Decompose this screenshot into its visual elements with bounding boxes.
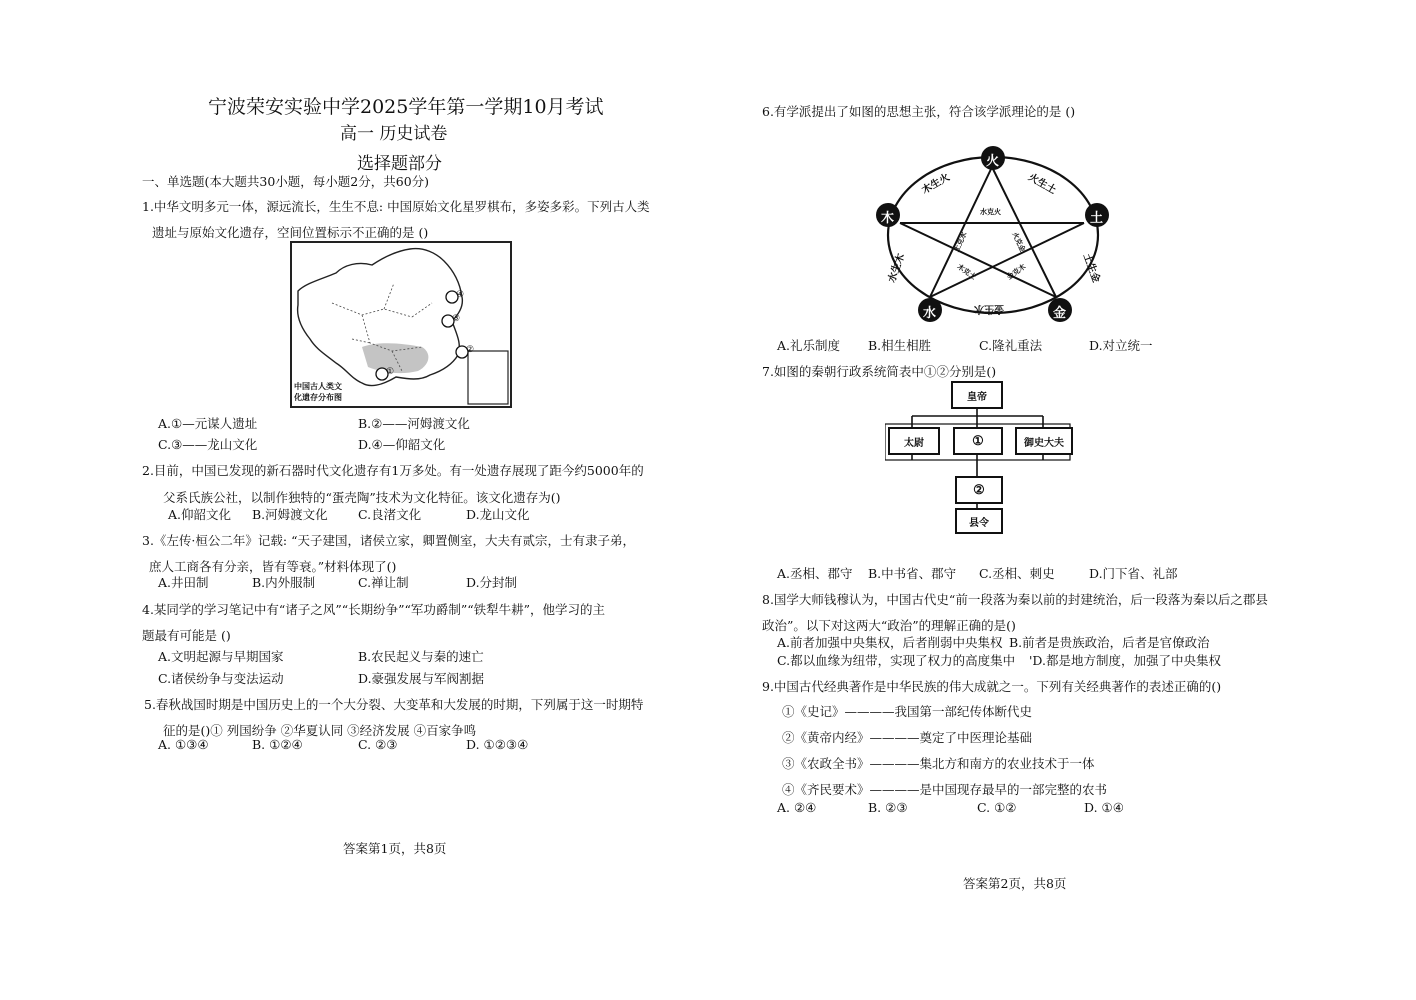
map-marker-1-label: ① (386, 367, 395, 377)
label-wood-gen-fire: 木生火 (920, 171, 952, 197)
q1-option-b[interactable]: B.②——河姆渡文化 (358, 416, 470, 431)
page1-footer: 答案第1页，共8页 (343, 841, 447, 856)
q2-text-line2: 父系氏族公社，以制作独特的“蛋壳陶”技术为文化特征。该文化遗存为() (163, 490, 561, 505)
q2-option-a[interactable]: A.仰韶文化 (168, 507, 232, 522)
q9-item-4: ④《齐民要术》————是中国现存最早的一部完整的农书 (782, 782, 1108, 797)
label-water-over-fire: 水克火 (980, 207, 1001, 216)
q4-text-line1: 4.某同学的学习笔记中有“诸子之风”“长期纷争”“军功爵制”“铁犁牛耕”，他学习的主 (142, 602, 606, 617)
q9-option-c[interactable]: C. ①② (977, 800, 1017, 815)
q2-option-c[interactable]: C.良渚文化 (358, 507, 422, 522)
q9-item-2: ②《黄帝内经》————奠定了中医理论基础 (782, 730, 1033, 745)
q3-option-a[interactable]: A.井田制 (158, 575, 209, 590)
exam-title: 宁波荣安实验中学2025学年第一学期10月考试 (208, 96, 604, 118)
q9-option-b[interactable]: B. ②③ (868, 800, 908, 815)
label-earth-over-water: 土克水 (951, 230, 969, 254)
label-fire-gen-earth: 火生土 (1026, 171, 1058, 197)
q3-text-line2: 庶人工商各有分亲，皆有等衰。”材料体现了() (149, 559, 397, 574)
label-metal-over-wood: 金克木 (1005, 261, 1028, 282)
china-map-figure (290, 241, 512, 408)
q7-option-a[interactable]: A.丞相、郡守 (777, 566, 853, 581)
q9-item-1: ①《史记》————我国第一部纪传体断代史 (782, 704, 1033, 719)
element-water: 水 (923, 306, 937, 321)
instruction-text: 一、单选题(本大题共30小题，每小题2分，共60分) (142, 174, 430, 189)
q1-option-a[interactable]: A.①—元谋人遗址 (158, 416, 258, 431)
element-fire: 火 (986, 154, 1000, 169)
q4-text-line2: 题最有可能是 () (142, 628, 231, 643)
page2-footer: 答案第2页，共8页 (963, 876, 1067, 891)
q7-text: 7.如图的秦朝行政系统简表中①②分别是() (762, 364, 997, 379)
q4-option-c[interactable]: C.诸侯纷争与变法运动 (158, 671, 284, 686)
element-wood: 木 (881, 211, 895, 226)
q6-option-a[interactable]: A.礼乐制度 (777, 338, 841, 353)
element-metal: 金 (1053, 306, 1067, 321)
q4-option-d[interactable]: D.豪强发展与军阀割据 (358, 671, 485, 686)
q2-text-line1: 2.目前，中国已发现的新石器时代文化遗存有1万多处。有一处遗存展现了距今约5000年的 (142, 463, 644, 478)
q9-text: 9.中国古代经典著作是中华民族的伟大成就之一。下列有关经典著作的表述正确的() (762, 679, 1222, 694)
q9-item-3: ③《农政全书》————集北方和南方的农业技术于一体 (782, 756, 1095, 771)
label-metal-gen-water: 金生水 (974, 303, 1004, 314)
q6-option-b[interactable]: B.相生相胜 (868, 338, 932, 353)
label-earth-gen-metal: 土生金 (1080, 252, 1102, 285)
q7-option-b[interactable]: B.中书省、郡守 (868, 566, 957, 581)
section-heading: 选择题部分 (357, 154, 442, 174)
q7-option-d[interactable]: D.门下省、礼部 (1089, 566, 1178, 581)
q6-option-d[interactable]: D.对立统一 (1089, 338, 1153, 353)
exam-subtitle: 高一 历史试卷 (340, 124, 448, 144)
q3-text-line1: 3.《左传·桓公二年》记载: “天子建国，诸侯立家，卿置侧室，大夫有贰宗，士有隶子弟， (142, 533, 635, 548)
q5-option-b[interactable]: B. ①②④ (252, 737, 303, 752)
q8-text-line1: 8.国学大师钱穆认为，中国古代史“前一段落为秦以前的封建统治，后一段落为秦以后之郡县 (762, 592, 1268, 607)
south-region-shading (362, 343, 428, 373)
q6-option-c[interactable]: C.隆礼重法 (979, 338, 1043, 353)
q2-option-d[interactable]: D.龙山文化 (466, 507, 530, 522)
map-marker-4-label: ④ (456, 290, 465, 300)
q2-option-b[interactable]: B.河姆渡文化 (252, 507, 328, 522)
q9-option-d[interactable]: D. ①④ (1084, 800, 1124, 815)
q1-option-d[interactable]: D.④—仰韶文化 (358, 437, 446, 452)
q8-option-d[interactable]: 'D.都是地方制度，加强了中央集权 (1029, 653, 1221, 668)
org-box-blank-2: ② (955, 476, 1003, 504)
q4-option-a[interactable]: A.文明起源与早期国家 (158, 649, 284, 664)
map-marker-2-label: ② (466, 345, 475, 355)
outer-cycle (888, 157, 1098, 313)
org-box-emperor: 皇帝 (951, 381, 1003, 409)
label-fire-over-metal: 火克金 (1010, 230, 1028, 254)
q1-option-c[interactable]: C.③——龙山文化 (158, 437, 258, 452)
element-earth: 土 (1090, 211, 1104, 226)
south-sea-inset (468, 351, 508, 404)
q8-text-line2: 政治”。以下对这两大“政治”的理解正确的是() (762, 618, 1016, 633)
q3-option-d[interactable]: D.分封制 (466, 575, 518, 590)
org-box-taiwei: 太尉 (888, 427, 940, 455)
q5-text-line2: 征的是()① 列国纷争 ②华夏认同 ③经济发展 ④百家争鸣 (163, 723, 477, 738)
five-elements-diagram (870, 145, 1120, 325)
five-elements-svg (870, 145, 1120, 325)
q4-option-b[interactable]: B.农民起义与秦的速亡 (358, 649, 484, 664)
org-box-yushi-dafu: 御史大夫 (1015, 427, 1073, 455)
label-wood-over-earth: 木克土 (955, 261, 978, 282)
q3-option-b[interactable]: B.内外服制 (252, 575, 316, 590)
org-box-blank-1: ① (953, 427, 1003, 455)
q5-text-line1: 5.春秋战国时期是中国历史上的一个大分裂、大变革和大发展的时期，下列属于这一时期特 (144, 697, 644, 712)
map-marker-3-label: ③ (452, 314, 461, 324)
q5-option-d[interactable]: D. ①②③④ (466, 737, 529, 752)
q3-option-c[interactable]: C.禅让制 (358, 575, 409, 590)
q8-option-c[interactable]: C.都以血缘为纽带，实现了权力的高度集中 (777, 653, 1016, 668)
q5-option-a[interactable]: A. ①③④ (158, 737, 209, 752)
q1-text-line2: 遗址与原始文化遗存，空间位置标示不正确的是 () (152, 225, 429, 240)
q5-option-c[interactable]: C. ②③ (358, 737, 398, 752)
q9-option-a[interactable]: A. ②④ (777, 800, 817, 815)
q8-option-b[interactable]: B.前者是贵族政治，后者是官僚政治 (1009, 635, 1210, 650)
q8-option-a[interactable]: A.前者加强中央集权，后者削弱中央集权 (777, 635, 1003, 650)
q1-text-line1: 1.中华文明多元一体，源远流长，生生不息: 中国原始文化星罗棋布，多姿多彩。下列古人类 (142, 199, 650, 214)
org-box-county-magistrate: 县令 (955, 508, 1003, 534)
q7-option-c[interactable]: C.丞相、刺史 (979, 566, 1055, 581)
label-water-gen-wood: 水生木 (886, 252, 908, 285)
map-caption-line2: 化遗存分布图 (294, 392, 342, 402)
map-caption-line1: 中国古人类文 (294, 381, 342, 391)
q6-text: 6.有学派提出了如图的思想主张，符合该学派理论的是 () (762, 104, 1076, 119)
